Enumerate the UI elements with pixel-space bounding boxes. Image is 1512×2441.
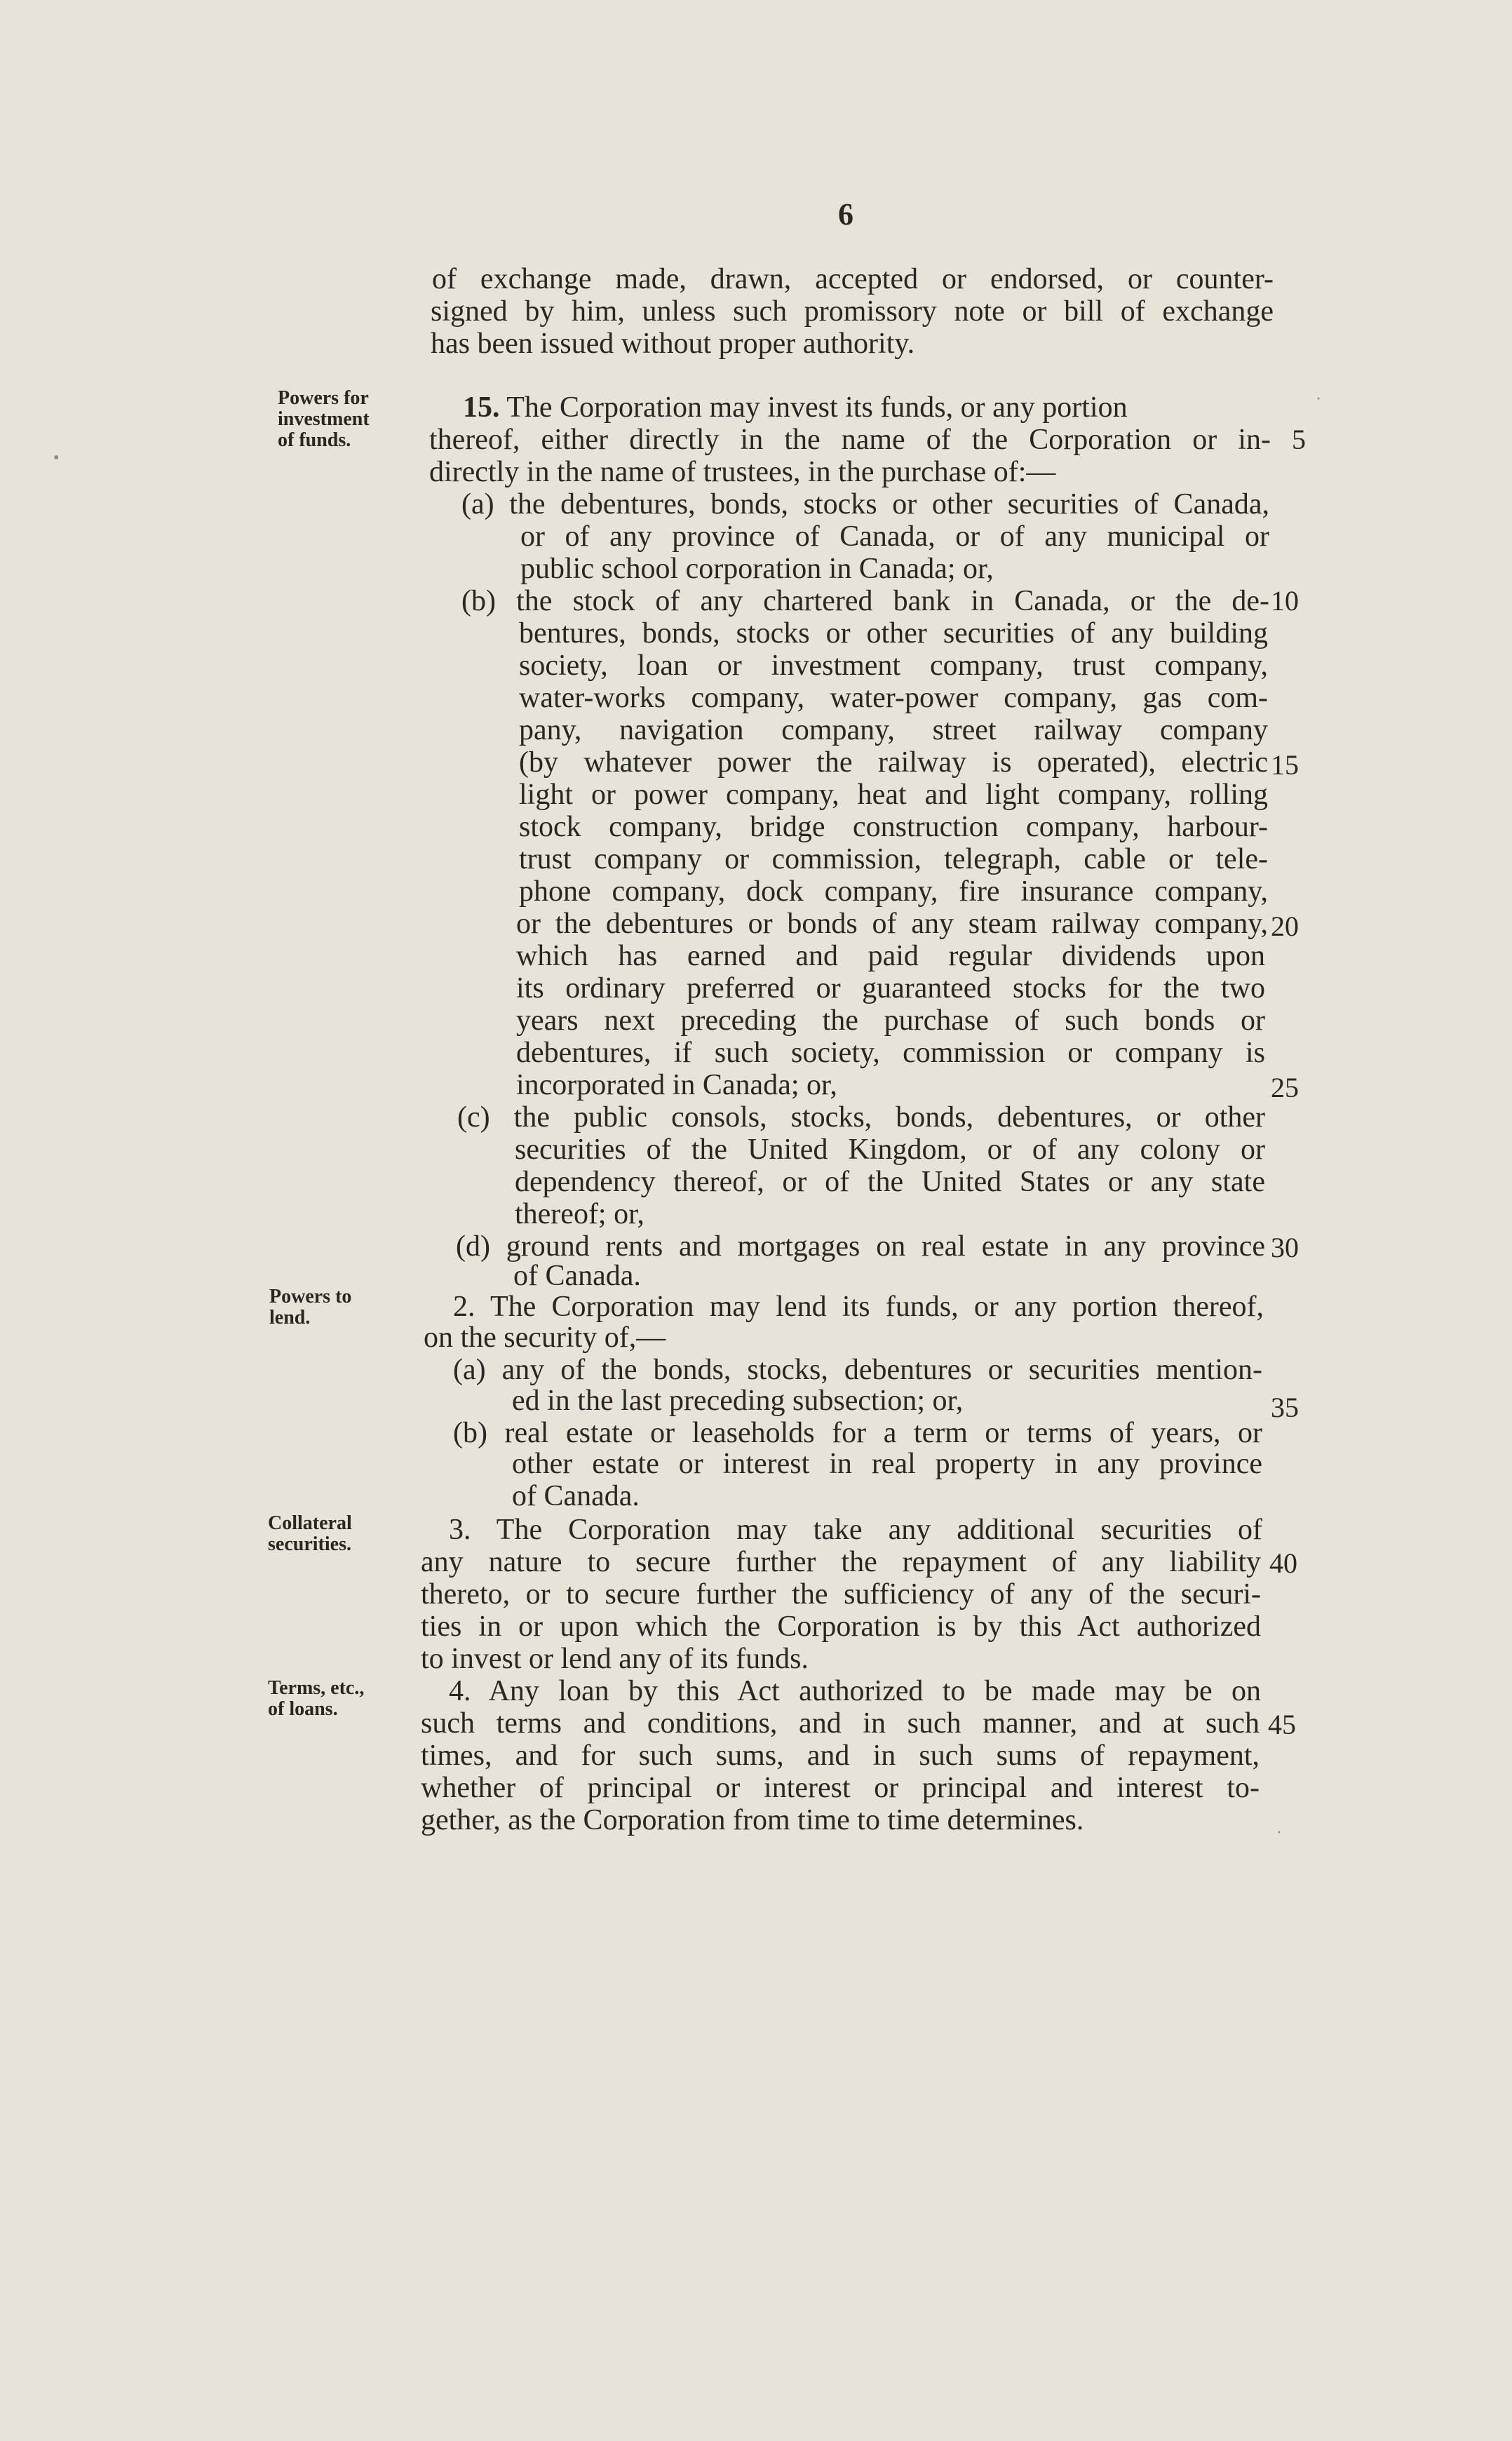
- text-line: (b) the stock of any chartered bank in Canada, or the de-: [461, 585, 1269, 617]
- paper-speck: •: [53, 449, 60, 467]
- text-line: thereto, or to secure further the sufficiency of any of the securi-: [421, 1578, 1261, 1610]
- text-line: trust company or commission, telegraph, cable or tele-: [519, 843, 1268, 875]
- text-line: (d) ground rents and mortgages on real estate in any province: [456, 1230, 1265, 1263]
- text-line: on the security of,—: [424, 1322, 666, 1354]
- text-line: signed by him, unless such promissory note or bill of exchange: [431, 295, 1274, 328]
- text-line: has been issued without proper authority.: [431, 328, 915, 360]
- text-line: public school corporation in Canada; or,: [520, 553, 994, 585]
- line-number: 30: [1271, 1232, 1299, 1263]
- section-number: 15.: [463, 391, 500, 424]
- line-number: 20: [1271, 910, 1299, 942]
- text-line: which has earned and paid regular dividends upon: [516, 940, 1265, 972]
- text-line: or of any province of Canada, or of any municipal or: [520, 520, 1269, 553]
- text-line: (by whatever power the railway is operated), electric: [519, 746, 1268, 779]
- text-line: to invest or lend any of its funds.: [421, 1643, 809, 1675]
- text-line: society, loan or investment company, trust company,: [519, 650, 1268, 682]
- text-line: any nature to secure further the repayment of any liability: [421, 1546, 1261, 1578]
- text-line: thereof, either directly in the name of the Corporation or in-: [429, 424, 1271, 456]
- paper-speck: ·: [1276, 1824, 1282, 1842]
- line-number: 10: [1271, 585, 1299, 617]
- text-line: ties in or upon which the Corporation is by this Act authorized: [421, 1610, 1261, 1643]
- text-line: bentures, bonds, stocks or other securities of any building: [519, 617, 1268, 650]
- text-line: (a) any of the bonds, stocks, debentures or securities mention-: [453, 1354, 1262, 1386]
- text-line: such terms and conditions, and in such manner, and at such: [421, 1707, 1260, 1740]
- text-line: of Canada.: [513, 1260, 641, 1292]
- text-line: light or power company, heat and light company, rolling: [519, 779, 1268, 811]
- text-line: dependency thereof, or of the United States or any state: [515, 1166, 1265, 1198]
- line-number: 5: [1292, 424, 1306, 455]
- paper-speck: ·: [1316, 390, 1321, 408]
- text-line: 2. The Corporation may lend its funds, or any portion thereof,: [453, 1291, 1264, 1323]
- page-number: 6: [838, 197, 853, 231]
- text-line: gether, as the Corporation from time to time determines.: [421, 1804, 1084, 1836]
- text-line: 4. Any loan by this Act authorized to be made may be on: [449, 1675, 1261, 1707]
- line-number: 25: [1271, 1072, 1299, 1103]
- text-line: phone company, dock company, fire insurance company,: [519, 875, 1268, 908]
- text-line: years next preceding the purchase of such bonds or: [516, 1004, 1265, 1037]
- text-line: of exchange made, drawn, accepted or endorsed, or counter-: [432, 263, 1274, 295]
- margin-note-lend: Powers to lend.: [269, 1286, 352, 1329]
- line-number: 15: [1271, 749, 1299, 781]
- margin-note-investment: Powers for investment of funds.: [278, 387, 370, 451]
- text-line: (c) the public consols, stocks, bonds, debentures, or other: [457, 1101, 1265, 1134]
- text-line: (b) real estate or leaseholds for a term or terms of years, or: [453, 1417, 1262, 1449]
- text-line: stock company, bridge construction company, harbour-: [519, 811, 1268, 843]
- text-line: its ordinary preferred or guaranteed stocks for the two: [516, 972, 1265, 1004]
- line-number: 45: [1268, 1709, 1296, 1740]
- text-line: securities of the United Kingdom, or of any colony or: [515, 1134, 1265, 1166]
- text-line: 3. The Corporation may take any additional securities of: [449, 1514, 1262, 1546]
- text-line: or the debentures or bonds of any steam railway company,: [516, 908, 1268, 940]
- margin-note-collateral: Collateral securities.: [268, 1512, 352, 1555]
- text-line: water-works company, water-power company, gas com-: [519, 682, 1268, 714]
- text-line: other estate or interest in real property in any province: [512, 1448, 1262, 1480]
- text-line: times, and for such sums, and in such sums of repayment,: [421, 1740, 1260, 1772]
- text-line: thereof; or,: [515, 1198, 644, 1230]
- text-line: The Corporation may invest its funds, or any portion: [499, 391, 1128, 424]
- section-15-first-line: [463, 391, 1269, 424]
- margin-note-terms: Terms, etc., of loans.: [268, 1677, 365, 1720]
- text-line: of Canada.: [512, 1480, 640, 1512]
- text-line: ed in the last preceding subsection; or,: [512, 1385, 964, 1417]
- text-line: pany, navigation company, street railway company: [519, 714, 1268, 746]
- text-line: incorporated in Canada; or,: [516, 1069, 837, 1101]
- text-line: (a) the debentures, bonds, stocks or other securities of Canada,: [461, 488, 1269, 520]
- text-line: whether of principal or interest or principal and interest to-: [421, 1772, 1260, 1804]
- line-number: 40: [1269, 1547, 1297, 1579]
- text-line: directly in the name of trustees, in the purchase of:—: [429, 456, 1056, 488]
- text-line: debentures, if such society, commission or company is: [516, 1037, 1265, 1069]
- line-number: 35: [1271, 1392, 1299, 1423]
